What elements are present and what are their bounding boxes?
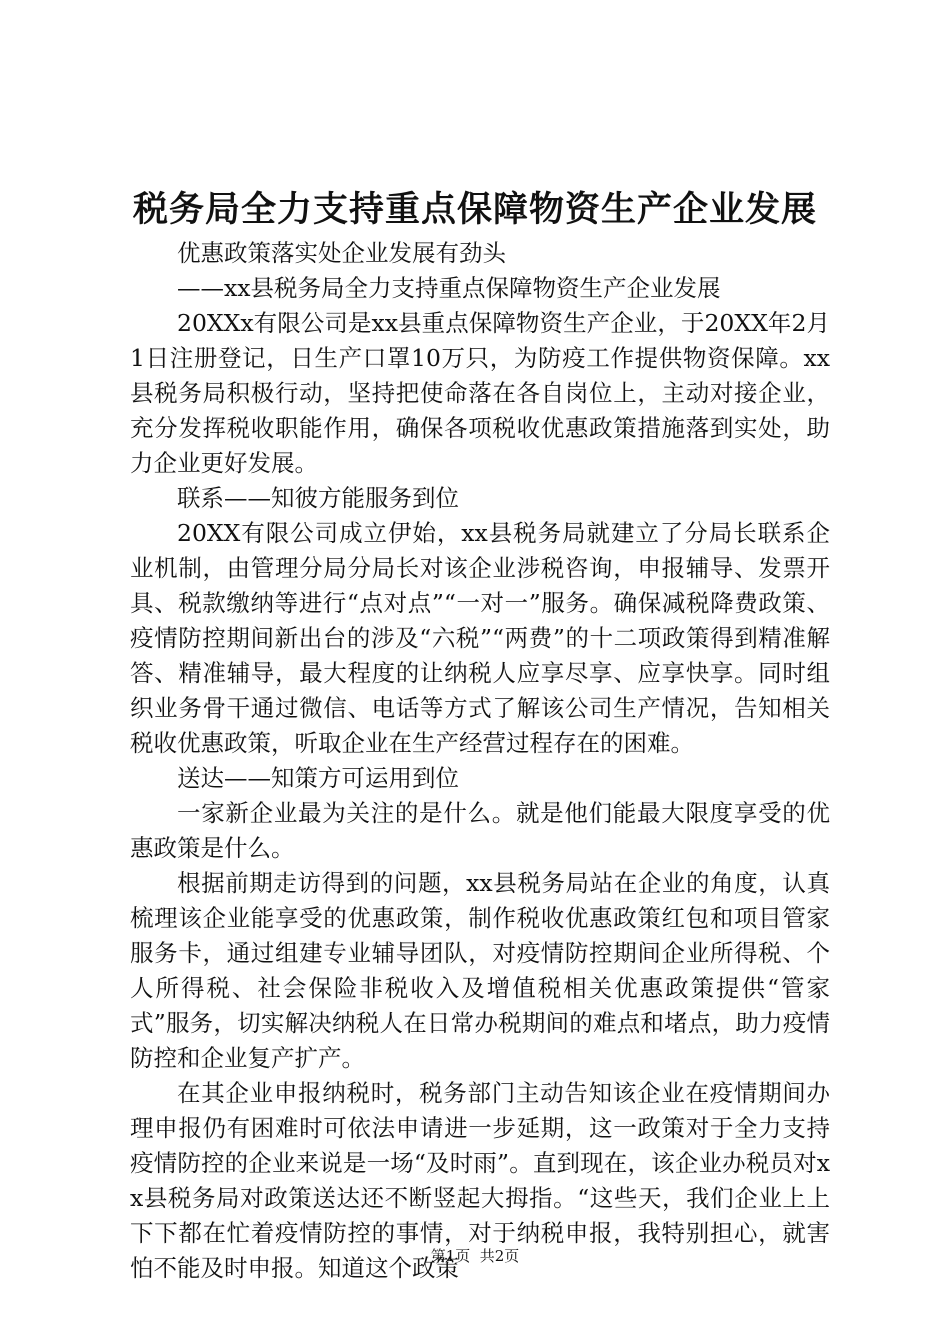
body-paragraph: 一家新企业最为关注的是什么。就是他们能最大限度享受的优惠政策是什么。 bbox=[130, 799, 830, 862]
body-paragraph: 根据前期走访得到的问题，xx县税务局站在企业的角度，认真梳理该企业能享受的优惠政策，制作税收优惠政策红包和项目管家服务卡，通过组建专业辅导团队，对疫情防控期间企业所得税、个人所得税、社会保险非税收入及增值税相关优惠政策提供“管家式”服务，切实解决纳税人在日常办税期间的难点和堵点，助力疫情防控和企业复产扩产。 bbox=[130, 869, 830, 1072]
section-heading: 送达——知策方可运用到位 bbox=[177, 764, 459, 792]
document-title: 税务局全力支持重点保障物资生产企业发展 bbox=[132, 189, 817, 230]
page-number-footer: 第1页 共2页 bbox=[430, 1247, 520, 1265]
subtitle-paragraph: ——xx县税务局全力支持重点保障物资生产企业发展 bbox=[177, 274, 721, 302]
body-paragraph: 20XXx有限公司是xx县重点保障物资生产企业，于20XX年2月1日注册登记，日生产口罩10万只，为防疫工作提供物资保障。xx县税务局积极行动，坚持把使命落在各自岗位上，主动对接企业，充分发挥税收职能作用，确保各项税收优惠政策措施落到实处，助力企业更好发展。 bbox=[130, 309, 830, 477]
document-body bbox=[130, 236, 830, 1286]
body-paragraph: 在其企业申报纳税时，税务部门主动告知该企业在疫情期间办理申报仍有困难时可依法申请进一步延期，这一政策对于全力支持疫情防控的企业来说是一场“及时雨”。直到现在，该企业办税员对xx县税务局对政策送达还不断竖起大拇指。“这些天，我们企业上上下下都在忙着疫情防控的事情，对于纳税申报，我特别担心，就害怕不能及时申报。知道这个政策 bbox=[130, 1079, 830, 1282]
section-heading: 联系——知彼方能服务到位 bbox=[177, 484, 459, 512]
body-paragraph: 20XX有限公司成立伊始，xx县税务局就建立了分局长联系企业机制，由管理分局分局长对该企业涉税咨询，申报辅导、发票开具、税款缴纳等进行“点对点”“一对一”服务。确保减税降费政策、疫情防控期间新出台的涉及“六税”“两费”的十二项政策得到精准解答、精准辅导，最大程度的让纳税人应享尽享、应享快享。同时组织业务骨干通过微信、电话等方式了解该公司生产情况，告知相关税收优惠政策，听取企业在生产经营过程存在的困难。 bbox=[130, 519, 830, 757]
subtitle-paragraph: 优惠政策落实处企业发展有劲头 bbox=[177, 239, 506, 267]
